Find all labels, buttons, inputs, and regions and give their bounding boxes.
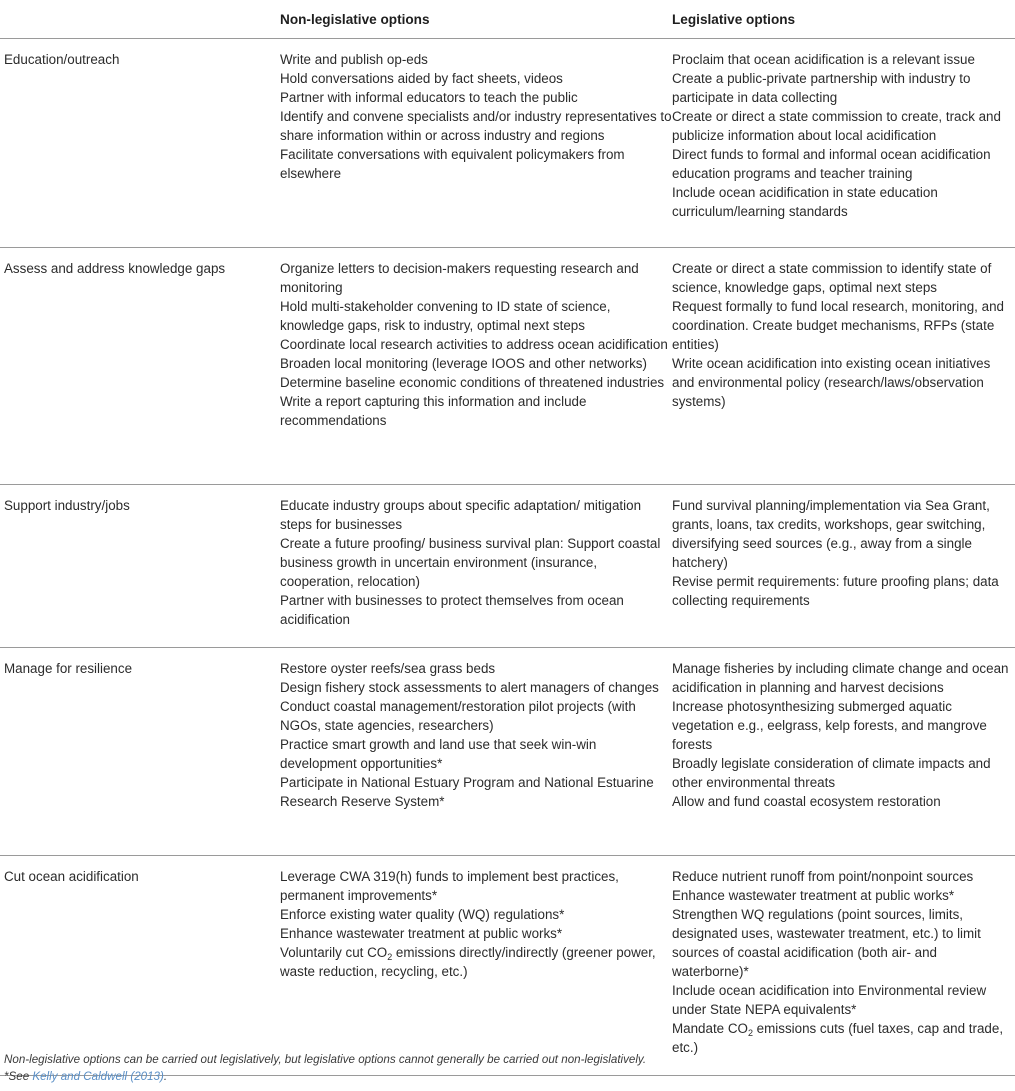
legislative-option: Proclaim that ocean acidification is a relevant issue [672,52,975,67]
row-category-cell [0,39,280,248]
row-category-cell [0,648,280,856]
legislative-options-cell [672,856,1015,1076]
legislative-option: Allow and fund coastal ecosystem restoration [672,794,941,809]
legislative-option: Revise permit requirements: future proofing plans; data collecting requirements [672,574,999,608]
legislative-option: Create or direct a state commission to identify state of science, knowledge gaps, optimal next steps [672,261,992,295]
legislative-option: Fund survival planning/implementation via Sea Grant, grants, loans, tax credits, workshops, gear switching, diversifying seed sources (e.g., away from a single hatchery) [672,498,990,570]
footnote-note: Non-legislative options can be carried out legislatively, but legislative options cannot generally be carried out non-legislatively. [4,1053,647,1066]
non-legislative-option: Conduct coastal management/restoration pilot projects (with NGOs, state agencies, researchers) [280,699,636,733]
non-legislative-option: Facilitate conversations with equivalent policymakers from elsewhere [280,147,625,181]
non-legislative-option: Organize letters to decision-makers requesting research and monitoring [280,261,639,295]
non-legislative-option: Participate in National Estuary Program and National Estuarine Research Reserve System* [280,775,654,809]
non-legislative-options-cell [280,856,672,1076]
footnote-reference-link[interactable]: Kelly and Caldwell (2013) [32,1070,164,1083]
non-legislative-option: Enforce existing water quality (WQ) regulations* [280,907,565,922]
legislative-option: Request formally to fund local research, monitoring, and coordination. Create budget mechanisms, RFPs (state entities) [672,299,1004,352]
non-legislative-options-cell [280,248,672,485]
table-row [0,248,1015,485]
non-legislative-option: Coordinate local research activities to address ocean acidification [280,337,668,352]
non-legislative-option: Write a report capturing this information and include recommendations [280,394,587,428]
row-category-cell [0,856,280,1076]
row-category-cell [0,485,280,648]
footnote-see-prefix: *See [4,1070,33,1083]
legislative-option: Manage fisheries by including climate change and ocean acidification in planning and harvest decisions [672,661,1009,695]
legislative-option: Broadly legislate consideration of climate impacts and other environmental threats [672,756,991,790]
non-legislative-option: Practice smart growth and land use that seek win-win development opportunities* [280,737,597,771]
row-category: Education/outreach [4,52,120,67]
non-legislative-option: Write and publish op-eds [280,52,428,67]
non-legislative-option: Restore oyster reefs/sea grass beds [280,661,496,676]
legislative-option: Strengthen WQ regulations (point sources, limits, designated uses, wastewater treatment, etc.) to limit sources of coastal acidification (both air- and waterborne)* [672,907,981,979]
non-legislative-option: Create a future proofing/ business survival plan: Support coastal business growth in uncertain environment (insurance, cooperation, relocation) [280,536,661,589]
legislative-options-cell [672,485,1015,648]
non-legislative-option: Hold multi-stakeholder convening to ID state of science, knowledge gaps, risk to industry, optimal next steps [280,299,611,333]
legislative-options-cell [672,39,1015,248]
table-footnotes [4,1051,1009,1085]
non-legislative-option: Design fishery stock assessments to alert managers of changes [280,680,659,695]
non-legislative-options-cell [280,485,672,648]
row-category: Cut ocean acidification [4,869,139,884]
legislative-option: Create a public-private partnership with industry to participate in data collecting [672,71,971,105]
legislative-option: Increase photosynthesizing submerged aquatic vegetation e.g., eelgrass, kelp forests, and mangrove forests [672,699,987,752]
table-row [0,648,1015,856]
non-legislative-options-cell [280,39,672,248]
row-category-cell [0,248,280,485]
header-non-legislative: Non-legislative options [280,0,672,39]
legislative-option: Write ocean acidification into existing ocean initiatives and environmental policy (research/laws/observation systems) [672,356,991,409]
non-legislative-option: Broaden local monitoring (leverage IOOS and other networks) [280,356,647,371]
non-legislative-option: Voluntarily cut $CO_2$ emissions directly/indirectly (greener power, waste reduction, recycling, etc.) [280,945,656,979]
legislative-option: Enhance wastewater treatment at public works* [672,888,955,903]
non-legislative-option: Enhance wastewater treatment at public works* [280,926,563,941]
non-legislative-option: Educate industry groups about specific adaptation/ mitigation steps for businesses [280,498,642,532]
non-legislative-option: Hold conversations aided by fact sheets, videos [280,71,563,86]
header-row [0,0,1015,39]
header-legislative: Legislative options [672,0,1015,39]
row-category: Support industry/jobs [4,498,130,513]
non-legislative-option: Leverage CWA 319(h) funds to implement best practices, permanent improvements* [280,869,619,903]
legislative-option: Create or direct a state commission to create, track and publicize information about local acidification [672,109,1001,143]
non-legislative-option: Partner with informal educators to teach the public [280,90,578,105]
non-legislative-options-cell [280,648,672,856]
table-row [0,856,1015,1076]
row-category: Assess and address knowledge gaps [4,261,226,276]
footnote-see [4,1068,1009,1085]
legislative-option: Direct funds to formal and informal ocean acidification education programs and teacher training [672,147,991,181]
footnote-see-suffix: . [163,1070,168,1083]
legislative-option: Include ocean acidification in state education curriculum/learning standards [672,185,938,219]
legislative-option: Mandate $CO_2$ emissions cuts (fuel taxes, cap and trade, etc.) [672,1021,1004,1055]
table-row [0,39,1015,248]
header-category [0,0,280,39]
table-row [0,485,1015,648]
legislative-options-cell [672,648,1015,856]
non-legislative-option: Partner with businesses to protect themselves from ocean acidification [280,593,624,627]
non-legislative-option: Determine baseline economic conditions of threatened industries [280,375,665,390]
non-legislative-option: Identify and convene specialists and/or industry representatives to share information within or across industry and regions [280,109,672,143]
legislative-option: Include ocean acidification into Environmental review under State NEPA equivalents* [672,983,987,1017]
legislative-option: Reduce nutrient runoff from point/nonpoint sources [672,869,974,884]
legislative-options-cell [672,248,1015,485]
row-category: Manage for resilience [4,661,133,676]
